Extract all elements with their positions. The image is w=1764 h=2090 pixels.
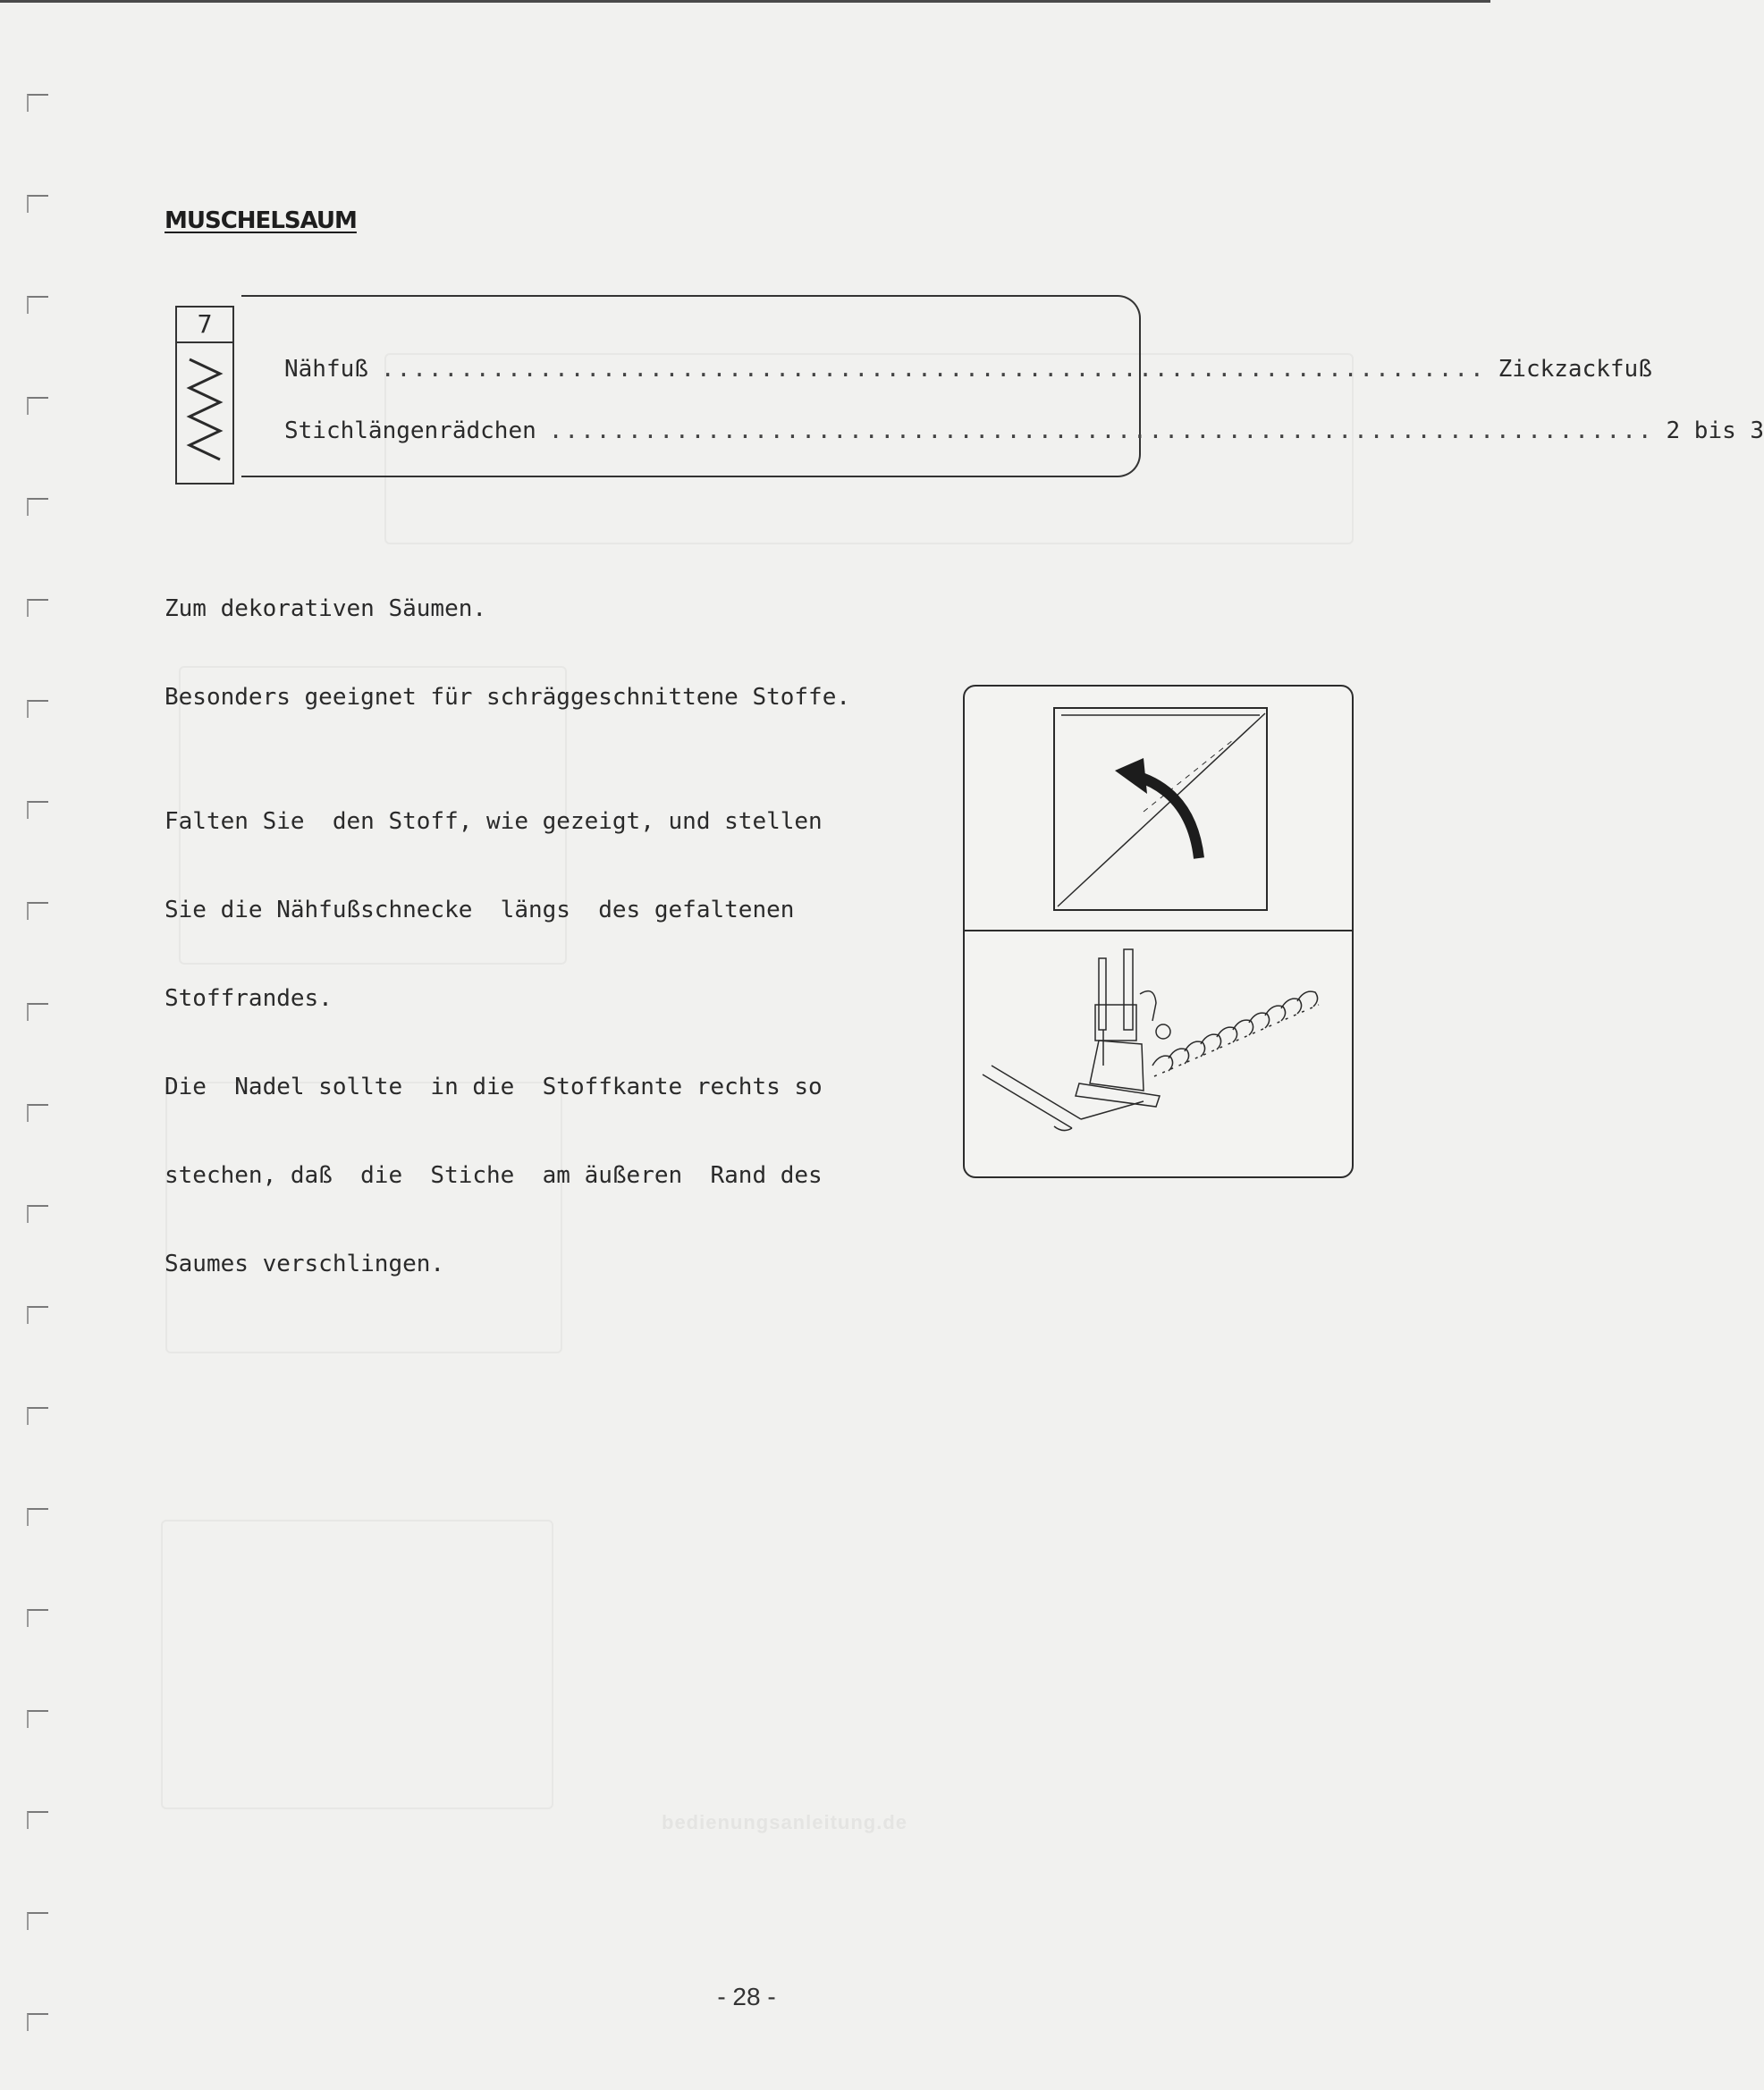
setting-row-presser-foot [284, 356, 1652, 383]
bleed-through-figure [161, 1520, 553, 1809]
section-title: MUSCHELSAUM [165, 207, 357, 234]
binding-mark [27, 700, 48, 718]
settings-panel [241, 295, 1141, 477]
binding-mark [27, 94, 48, 112]
binding-mark [27, 902, 48, 920]
text-line: Sie die Nähfußschnecke längs des gefaltenen [165, 897, 795, 923]
binding-mark [27, 1003, 48, 1021]
setting-row-stitch-length [284, 417, 1764, 444]
text-line: Stoffrandes. [165, 985, 333, 1012]
binding-mark [27, 599, 48, 617]
watermark: bedienungsanleitung.de [662, 1811, 908, 1833]
binding-mark [27, 1912, 48, 1930]
binding-mark [27, 1508, 48, 1526]
stitch-pattern-badge [175, 306, 234, 485]
binding-mark [27, 296, 48, 314]
presser-foot-illustration [965, 931, 1352, 1176]
setting-label: Stichlängenrädchen [284, 417, 536, 444]
text-line: stechen, daß die Stiche am äußeren Rand des [165, 1162, 823, 1189]
binding-mark [27, 801, 48, 819]
binding-mark [27, 1811, 48, 1829]
illustration-frame [963, 685, 1354, 1178]
binding-mark [27, 1205, 48, 1223]
top-edge-rule [0, 0, 1490, 3]
setting-value: Zickzackfuß [1498, 356, 1652, 383]
text-line: Zum dekorativen Säumen. [165, 595, 487, 622]
binding-mark [27, 498, 48, 516]
text-line: Saumes verschlingen. [165, 1251, 445, 1277]
text-line: Besonders geeignet für schräggeschnittene Stoffe. [165, 684, 851, 711]
binding-mark [27, 1407, 48, 1425]
binding-mark [27, 397, 48, 415]
instructions-paragraph [165, 748, 823, 1309]
intro-paragraph [165, 535, 850, 742]
setting-label: Nähfuß [284, 356, 368, 383]
text-line: Die Nadel sollte in die Stoffkante rechts so [165, 1074, 823, 1100]
binding-mark [27, 1306, 48, 1324]
binding-mark [27, 1710, 48, 1728]
fold-diagram [965, 687, 1352, 930]
binding-mark [27, 195, 48, 213]
binding-mark [27, 1104, 48, 1122]
leader-dots: ...................................................................... [548, 417, 1654, 444]
leader-dots: ...................................................................... [380, 356, 1486, 383]
page-number: - 28 - [717, 1983, 776, 2010]
text-line: Falten Sie den Stoff, wie gezeigt, und stellen [165, 808, 823, 835]
binding-mark [27, 1609, 48, 1627]
pattern-number: 7 [177, 308, 232, 343]
binding-mark [27, 2013, 48, 2031]
blind-hem-stitch-icon [184, 350, 225, 476]
setting-value: 2 bis 3 [1666, 417, 1764, 444]
